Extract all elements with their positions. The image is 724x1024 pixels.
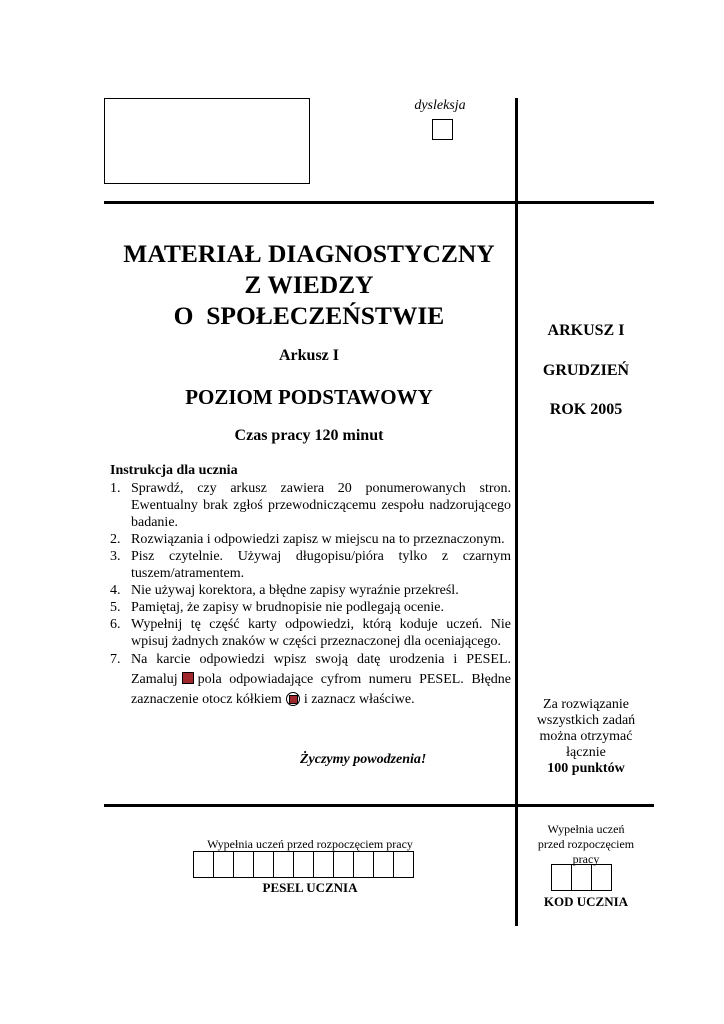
title-line-3: O SPOŁECZEŃSTWIE	[173, 301, 445, 330]
school-stamp-box	[104, 98, 310, 184]
instruction-number: 2.	[110, 532, 121, 547]
top-divider	[104, 201, 654, 204]
instruction-item	[110, 548, 511, 582]
dysleksja-checkbox[interactable]	[432, 119, 453, 140]
instruction-item	[110, 531, 511, 548]
pesel-digit-cell[interactable]	[193, 851, 214, 878]
instruction-number: 4.	[110, 583, 121, 598]
instruction-text: Sprawdź, czy arkusz zawiera 20 ponumerowanych stron. Ewentualny brak zgłoś przewodniczącemu zespołu nadzorującego badanie.	[131, 481, 511, 530]
pesel-digit-cell[interactable]	[353, 851, 374, 878]
points-line: wszystkich zadań	[536, 713, 636, 728]
exam-level: POZIOM PODSTAWOWY	[185, 385, 433, 409]
pesel-digit-cell[interactable]	[393, 851, 414, 878]
pesel-digit-cell[interactable]	[313, 851, 334, 878]
instruction-text: Nie używaj korektora, a błędne zapisy wyraźnie przekreśl.	[131, 583, 459, 598]
kod-instruction-line: przed rozpoczęciem	[537, 837, 635, 851]
pesel-instruction: Wypełnia uczeń przed rozpoczęciem pracy	[207, 837, 413, 851]
instruction-text: Na karcie odpowiedzi wpisz swoją datę urodzenia i PESEL. Zamaluj	[131, 652, 511, 687]
pesel-input-grid	[193, 851, 414, 878]
points-total: 100 punktów	[547, 761, 625, 776]
sidebar-year: ROK 2005	[549, 401, 623, 418]
instruction-number: 1.	[110, 481, 121, 496]
instruction-text: Pisz czytelnie. Używaj długopisu/pióra tylko z czarnym tuszem/atramentem.	[131, 549, 511, 581]
instruction-item	[110, 616, 511, 650]
points-line: łącznie	[566, 745, 606, 760]
instruction-item	[110, 599, 511, 616]
filled-square-icon	[182, 672, 194, 684]
pesel-digit-cell[interactable]	[253, 851, 274, 878]
exam-time: Czas pracy 120 minut	[234, 427, 384, 444]
instruction-number: 5.	[110, 600, 121, 615]
instruction-item	[110, 582, 511, 599]
sheet-subtitle: Arkusz I	[278, 347, 339, 364]
instruction-text: Rozwiązania i odpowiedzi zapisz w miejscu na to przeznaczonym.	[131, 532, 505, 547]
kod-instruction-line: Wypełnia uczeń	[547, 822, 625, 836]
instruction-number: 6.	[110, 617, 121, 632]
points-info	[522, 697, 650, 777]
instruction-item	[110, 480, 511, 531]
points-line: Za rozwiązanie	[543, 697, 629, 712]
student-code-input-grid	[551, 864, 612, 891]
sidebar-month: GRUDZIEŃ	[542, 362, 630, 379]
student-code-cell[interactable]	[571, 864, 592, 891]
sidebar-sheet: ARKUSZ I	[547, 322, 625, 339]
pesel-digit-cell[interactable]	[333, 851, 354, 878]
instruction-item	[110, 650, 511, 710]
pesel-digit-cell[interactable]	[273, 851, 294, 878]
kod-instruction-line: pracy	[572, 852, 600, 866]
pesel-digit-cell[interactable]	[213, 851, 234, 878]
instruction-text: pola odpowiadające cyfrom numeru PESEL. Błędne zaznaczenie otocz kółkiem	[131, 672, 511, 707]
instructions-list	[110, 480, 511, 710]
dysleksja-label: dysleksja	[414, 98, 466, 113]
instruction-number: 7.	[110, 652, 121, 667]
instruction-text: Pamiętaj, że zapisy w brudnopisie nie podlegają ocenie.	[131, 600, 444, 615]
good-luck-message: Życzymy powodzenia!	[300, 752, 427, 767]
title-line-1: MATERIAŁ DIAGNOSTYCZNY	[123, 239, 495, 268]
student-code-caption: KOD UCZNIA	[543, 894, 629, 909]
instruction-text: i zaznacz właściwe.	[303, 692, 415, 707]
title-line-2: Z WIEDZY	[244, 270, 374, 299]
student-code-cell[interactable]	[551, 864, 572, 891]
bottom-divider	[104, 804, 654, 807]
student-code-instruction	[522, 822, 650, 867]
instructions-heading: Instrukcja dla ucznia	[110, 463, 238, 478]
instruction-text: Wypełnij tę część karty odpowiedzi, którą koduje uczeń. Nie wpisuj żadnych znaków w części przeznaczonej dla oceniającego.	[131, 617, 511, 649]
student-code-cell[interactable]	[591, 864, 612, 891]
pesel-digit-cell[interactable]	[373, 851, 394, 878]
vertical-divider	[515, 98, 518, 926]
exam-title	[104, 238, 514, 331]
circled-square-icon	[286, 692, 300, 706]
pesel-caption: PESEL UCZNIA	[262, 880, 358, 895]
points-line: można otrzymać	[539, 729, 633, 744]
pesel-digit-cell[interactable]	[233, 851, 254, 878]
pesel-digit-cell[interactable]	[293, 851, 314, 878]
instruction-number: 3.	[110, 549, 121, 564]
